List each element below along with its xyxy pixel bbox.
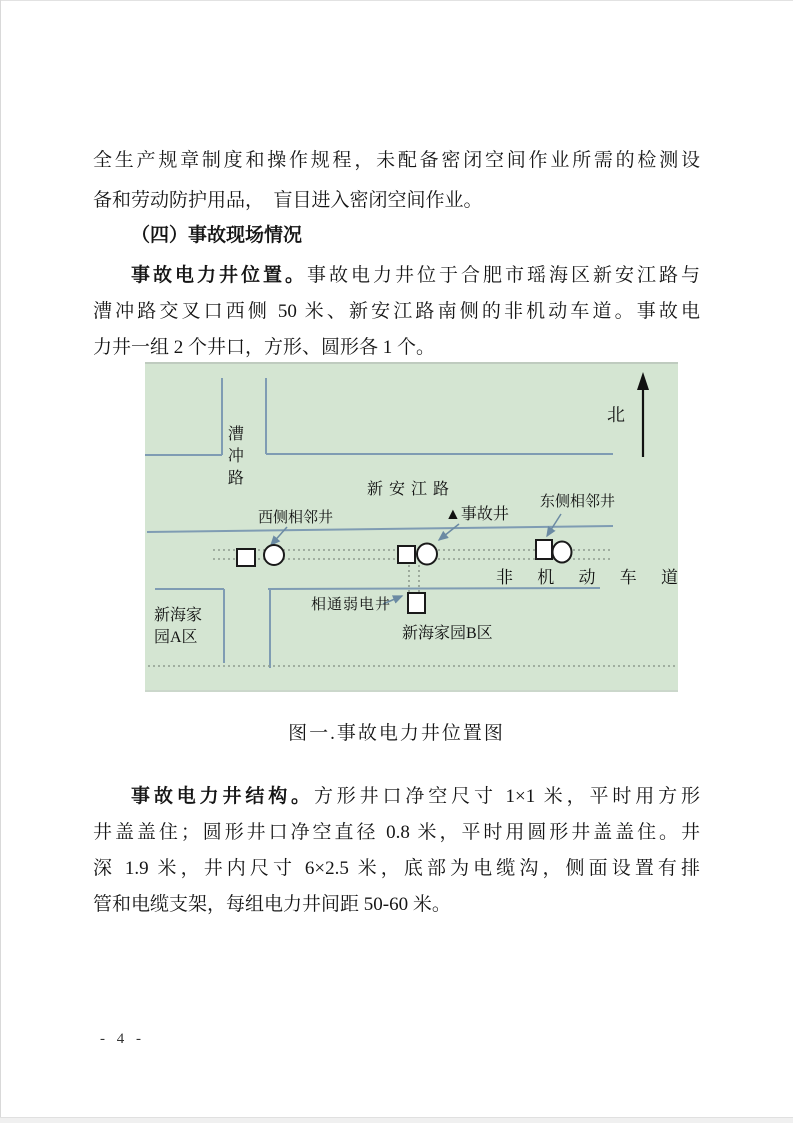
west-adjacent-well-label: 西侧相邻井 xyxy=(258,510,334,526)
road-xinanjiang-south-edge xyxy=(147,526,613,532)
page-top-border xyxy=(0,0,793,1)
page-number: - 4 - xyxy=(100,1031,145,1047)
text-line: 深 1.9 米，井内尺寸 6×2.5 米，底部为电缆沟，侧面设置有排 xyxy=(93,858,700,879)
xinanjiang-road-label: 新安江路 xyxy=(367,481,456,498)
xinhai-area-a-label: 新海家园A区 xyxy=(154,607,203,646)
text-span: 方形井口净空尺寸 1×1 米，平时用方形 xyxy=(313,786,700,807)
map-drawing xyxy=(145,364,678,694)
north-label: 北 xyxy=(607,405,625,425)
page-bottom-border xyxy=(0,1117,793,1123)
text-line: 管和电缆支架，每组电力井间距 50-60 米。 xyxy=(93,894,451,915)
accident-square-well xyxy=(398,546,415,563)
text-line: 力井一组 2 个井口，方形、圆形各 1 个。 xyxy=(93,337,436,358)
text-line: 全生产规章制度和操作规程，未配备密闭空间作业所需的检测设 xyxy=(93,150,700,171)
east-square-well xyxy=(536,540,552,559)
section-heading xyxy=(93,221,700,251)
figure-caption: 图一.事故电力井位置图 xyxy=(288,723,505,744)
text-line: 井盖盖住；圆形井口净空直径 0.8 米，平时用圆形井盖盖住。井 xyxy=(93,822,700,843)
paragraph-safety-rules xyxy=(93,141,700,221)
figure-location-map xyxy=(145,362,688,692)
accident-round-well xyxy=(417,544,437,565)
caochong-road-label: 漕冲路 xyxy=(225,425,243,491)
bold-lead: 事故电力井结构。 xyxy=(131,786,314,807)
bold-lead: 事故电力井位置。 xyxy=(131,265,307,286)
bike-lane-south-edge xyxy=(268,588,600,589)
paragraph-well-location xyxy=(93,258,700,366)
accident-well-leader-arrow xyxy=(439,524,459,540)
xinhai-area-b-label: 新海家园B区 xyxy=(402,625,493,642)
section-heading-text: （四）事故现场情况 xyxy=(131,225,303,246)
text-span: 事故电力井位于合肥市瑶海区新安江路与 xyxy=(307,265,700,286)
text-line: 备和劳动防护用品， 盲目进入密闭空间作业。 xyxy=(93,190,483,211)
paragraph-well-structure xyxy=(93,779,700,923)
west-square-well xyxy=(237,549,255,566)
weak-electric-well xyxy=(408,593,425,613)
page-left-border xyxy=(0,0,1,1122)
east-adjacent-well-label: 东侧相邻井 xyxy=(540,494,616,510)
text-line xyxy=(93,258,700,294)
text-line xyxy=(93,779,700,815)
north-arrow-head xyxy=(637,372,649,390)
accident-well-label: ▲事故井 xyxy=(445,506,509,523)
text-line: 漕冲路交叉口西侧 50 米、新安江路南侧的非机动车道。事故电 xyxy=(93,301,700,322)
east-well-leader-arrow xyxy=(547,514,561,536)
east-round-well xyxy=(553,542,572,563)
connected-weak-well-label: 相通弱电井 xyxy=(311,597,392,613)
non-motorized-lane-label: 非 机 动 车 道 xyxy=(496,568,688,587)
west-round-well xyxy=(264,545,284,565)
